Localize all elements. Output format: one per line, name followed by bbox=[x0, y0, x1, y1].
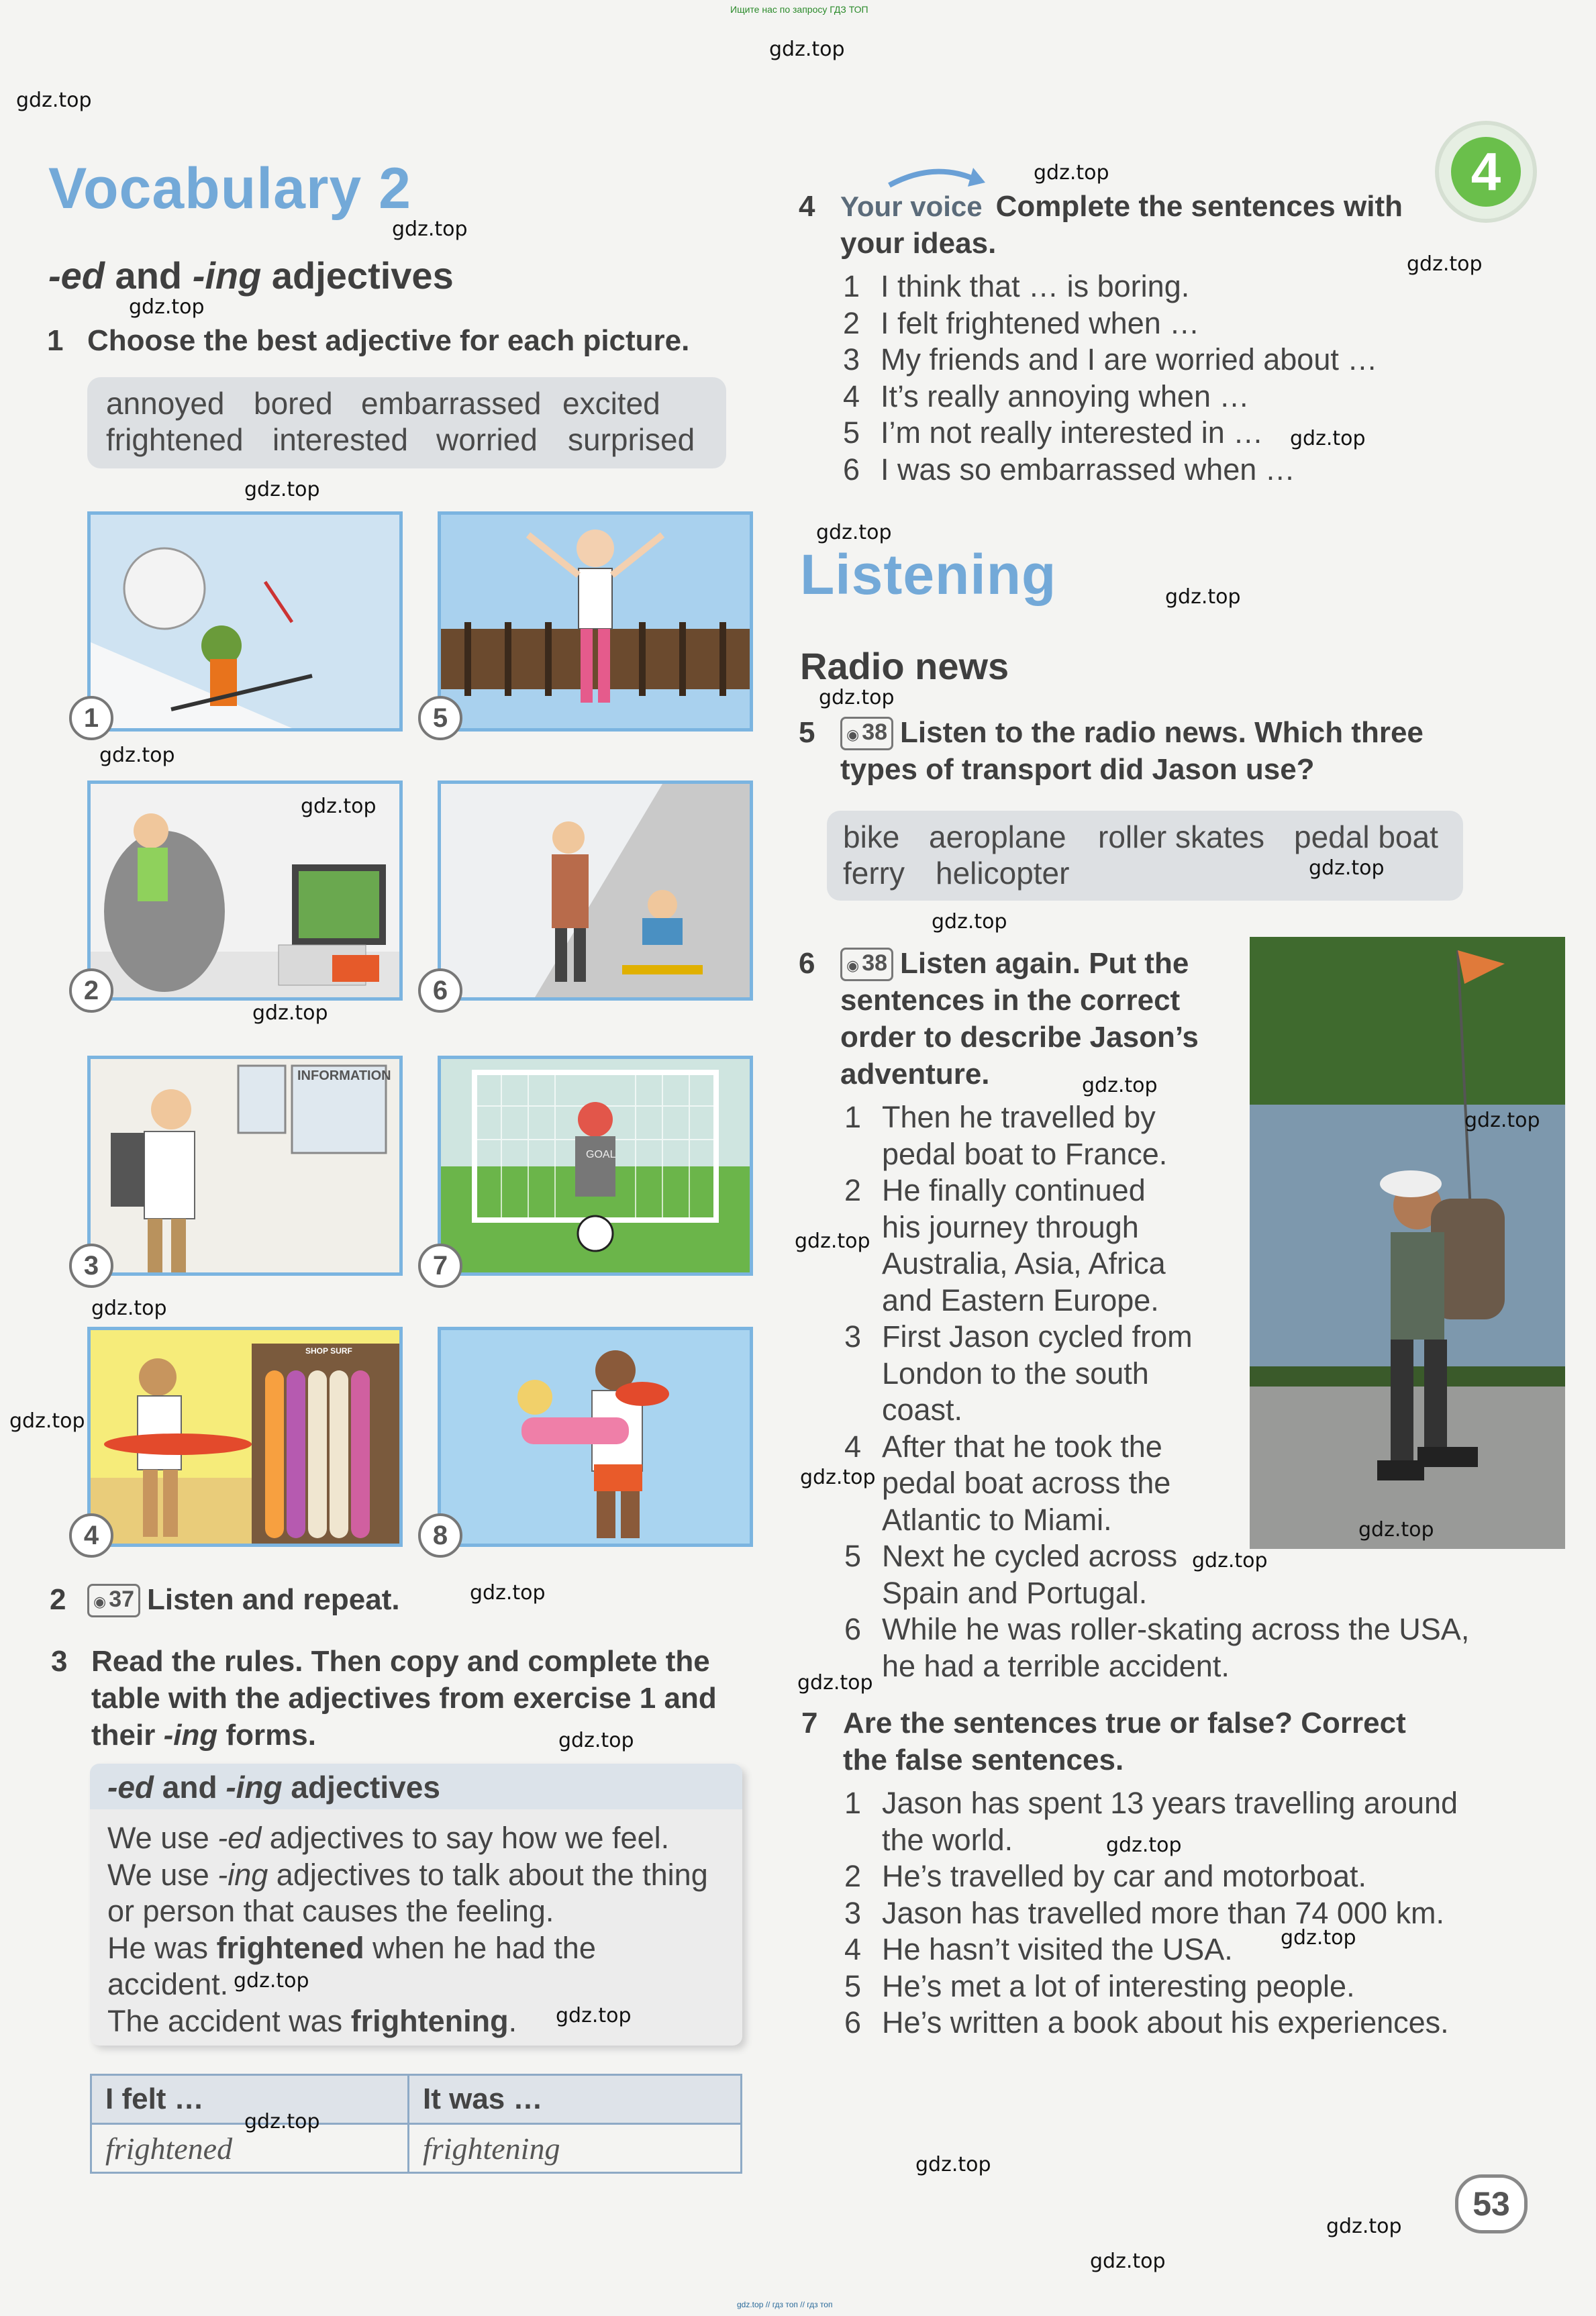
instruction-line: Read the rules. Then copy and complete the bbox=[91, 1645, 710, 1678]
list-item: 2 He finally continued his journey through Australia, Asia, Africa and Eastern Europe. bbox=[844, 1173, 1166, 1317]
watermark: gdz.top bbox=[769, 38, 845, 61]
exercise-number: 2 bbox=[50, 1583, 66, 1616]
picture-number-badge: 6 bbox=[418, 968, 462, 1013]
watermark: gdz.top bbox=[816, 521, 892, 544]
picture-8-rescue bbox=[438, 1327, 753, 1547]
audio-cd-icon: ◉ bbox=[846, 957, 860, 974]
exercise-4-list bbox=[843, 268, 1378, 488]
exercise-7-list bbox=[844, 1785, 1458, 2042]
audio-track-button[interactable]: ◉ 38 bbox=[840, 717, 893, 750]
watermark: gdz.top bbox=[1326, 2215, 1402, 2238]
table-header: I felt … bbox=[91, 2075, 409, 2124]
list-item: 4 He hasn’t visited the USA. bbox=[844, 1932, 1233, 1966]
unit-number: 4 bbox=[1451, 137, 1521, 207]
watermark: gdz.top bbox=[129, 295, 205, 319]
rules-box bbox=[90, 1764, 742, 2046]
skier-illustration bbox=[91, 515, 399, 728]
audio-track-button[interactable]: ◉ 37 bbox=[87, 1584, 140, 1617]
exercise-2 bbox=[50, 1581, 400, 1618]
list-item: 5 I’m not really interested in … bbox=[843, 415, 1264, 450]
bridge-illustration bbox=[441, 515, 750, 728]
watermark: gdz.top bbox=[1464, 1109, 1540, 1132]
watermark: gdz.top bbox=[91, 1297, 167, 1320]
picture-number-badge: 5 bbox=[418, 696, 462, 740]
word: embarrassed bbox=[361, 386, 542, 421]
unit-badge bbox=[1435, 121, 1537, 223]
word: pedal boat bbox=[1294, 819, 1438, 854]
word: annoyed bbox=[106, 386, 225, 421]
listening-subtitle: Radio news bbox=[800, 645, 1009, 687]
adjective-table bbox=[90, 2074, 742, 2174]
list-item: 2 He’s travelled by car and motorboat. bbox=[844, 1859, 1367, 1893]
list-item: 1 Then he travelled by pedal boat to France. bbox=[844, 1100, 1168, 1171]
picture-7-goalkeeper bbox=[438, 1056, 753, 1276]
vocabulary-title: Vocabulary 2 bbox=[48, 156, 411, 221]
watermark: gdz.top bbox=[915, 2153, 991, 2176]
picture-number-badge: 2 bbox=[69, 968, 113, 1013]
watermark: gdz.top bbox=[234, 1969, 309, 1993]
top-banner[interactable]: Ищите нас по запросу ГДЗ ТОП bbox=[730, 4, 868, 15]
your-voice-label: Your voice bbox=[840, 191, 983, 222]
watermark: gdz.top bbox=[301, 795, 377, 818]
word: bored bbox=[254, 386, 333, 421]
table-header: It was … bbox=[409, 2075, 742, 2124]
information-board-illustration bbox=[91, 1059, 399, 1272]
watermark: gdz.top bbox=[1407, 252, 1483, 276]
watermark: gdz.top bbox=[797, 1671, 873, 1695]
rule-line: or person that causes the feeling. bbox=[107, 1894, 554, 1928]
listening-title: Listening bbox=[800, 543, 1057, 606]
watermark: gdz.top bbox=[556, 2004, 632, 2027]
rules-title: -ed and -ing adjectives bbox=[107, 1770, 440, 1805]
exercise-7: 7 Are the sentences true or false? Correct the false sentences. bbox=[843, 1705, 1406, 1778]
watermark: gdz.top bbox=[1290, 427, 1366, 450]
watermark: gdz.top bbox=[795, 1229, 870, 1253]
rule-line: accident. bbox=[107, 1967, 229, 2001]
word: helicopter bbox=[936, 856, 1070, 891]
list-item: 3 My friends and I are worried about … bbox=[843, 342, 1378, 376]
rule-line: We use -ed adjectives to say how we feel. bbox=[107, 1821, 670, 1855]
list-item: 5 Next he cycled across Spain and Portugal. bbox=[844, 1539, 1178, 1610]
watermark: gdz.top bbox=[9, 1409, 85, 1433]
watermark: gdz.top bbox=[1281, 1926, 1356, 1950]
watermark: gdz.top bbox=[1090, 2250, 1166, 2273]
instruction-line: table with the adjectives from exercise 1 and bbox=[91, 1682, 717, 1715]
exercise-number: 7 bbox=[801, 1707, 818, 1740]
picture-number-badge: 4 bbox=[69, 1513, 113, 1558]
exercise-5: 5 ◉ 38 Listen to the radio news. Which three types of transport did Jason use? bbox=[840, 714, 1424, 788]
word-box-adjectives bbox=[87, 377, 726, 468]
picture-6-skateboard bbox=[438, 781, 753, 1001]
watermark: gdz.top bbox=[99, 744, 175, 767]
roller-skater-photo bbox=[1250, 937, 1565, 1549]
exercise-number: 4 bbox=[799, 190, 815, 223]
watermark: gdz.top bbox=[1106, 1833, 1182, 1857]
exercise-number: 6 bbox=[799, 947, 815, 980]
watermark: gdz.top bbox=[392, 217, 468, 241]
word: worried bbox=[436, 422, 538, 457]
watermark: gdz.top bbox=[244, 2110, 320, 2133]
rescue-illustration bbox=[441, 1330, 750, 1544]
audio-cd-icon: ◉ bbox=[93, 1593, 107, 1610]
watermark: gdz.top bbox=[252, 1001, 328, 1025]
goalkeeper-illustration bbox=[441, 1059, 750, 1272]
exercise-4: 4 Your voice Complete the sentences with your ideas. bbox=[840, 188, 1403, 262]
watermark: gdz.top bbox=[1309, 856, 1385, 880]
page-number: 53 bbox=[1455, 2174, 1528, 2233]
your-voice-arrow-icon bbox=[886, 158, 987, 199]
exercise-1 bbox=[47, 322, 690, 359]
watermark: gdz.top bbox=[1165, 585, 1241, 609]
watermark: gdz.top bbox=[244, 478, 320, 501]
exercise-instruction: Choose the best adjective for each picture. bbox=[87, 324, 690, 357]
word: ferry bbox=[843, 856, 905, 891]
list-item: 4 After that he took the pedal boat across the Atlantic to Miami. bbox=[844, 1429, 1171, 1537]
list-item: 4 It’s really annoying when … bbox=[843, 379, 1250, 413]
audio-cd-icon: ◉ bbox=[846, 726, 860, 743]
rule-line: We use -ing adjectives to talk about the thing bbox=[107, 1857, 708, 1892]
watermark: gdz.top bbox=[1192, 1549, 1268, 1572]
word: interested bbox=[272, 422, 409, 457]
list-item: 6 While he was roller-skating across the USA, he had a terrible accident. bbox=[844, 1612, 1470, 1683]
list-item: 6 He’s written a book about his experiences. bbox=[844, 2005, 1449, 2040]
shop-sign: SHOP SURF bbox=[305, 1346, 352, 1356]
word-box-transport bbox=[827, 811, 1463, 901]
exercise-number: 5 bbox=[799, 716, 815, 749]
word: bike bbox=[843, 819, 900, 854]
watermark: gdz.top bbox=[558, 1729, 634, 1752]
exercise-6: 6 ◉ 38 Listen again. Put the sentences in the correct order to describe Jason’s adventure. bbox=[840, 945, 1199, 1093]
skateboard-illustration bbox=[441, 784, 750, 997]
exercise-number: 3 bbox=[51, 1645, 68, 1678]
watermark: gdz.top bbox=[1034, 161, 1109, 185]
list-item: 1 I think that … is boring. bbox=[843, 269, 1190, 303]
picture-1-skier bbox=[87, 511, 403, 732]
instruction-line: their -ing forms. bbox=[91, 1719, 316, 1752]
goal-shirt-text: GOAL bbox=[586, 1149, 616, 1160]
vocabulary-subtitle: -ed and -ing adjectives bbox=[48, 254, 454, 297]
watermark: gdz.top bbox=[800, 1466, 876, 1489]
watermark: gdz.top bbox=[1358, 1518, 1434, 1542]
list-item: 1 Jason has spent 13 years travelling around the world. bbox=[844, 1786, 1458, 1857]
table-cell: frightening bbox=[409, 2124, 742, 2173]
picture-number-badge: 3 bbox=[69, 1244, 113, 1288]
watermark: gdz.top bbox=[1082, 1074, 1158, 1097]
table-cell: frightened bbox=[91, 2124, 409, 2173]
picture-number-badge: 7 bbox=[418, 1244, 462, 1288]
picture-4-surf-shop bbox=[87, 1327, 403, 1547]
rule-line: He was frightened when he had the bbox=[107, 1930, 596, 1965]
exercise-instruction: Listen and repeat. bbox=[147, 1583, 400, 1616]
audio-track-button[interactable]: ◉ 38 bbox=[840, 948, 893, 981]
list-item: 3 Jason has travelled more than 74 000 km. bbox=[844, 1895, 1444, 1930]
watermark: gdz.top bbox=[16, 89, 92, 112]
rule-line: The accident was frightening. bbox=[107, 2003, 517, 2038]
word: frightened bbox=[106, 422, 244, 457]
surf-shop-illustration bbox=[91, 1330, 399, 1544]
watermark: gdz.top bbox=[470, 1581, 546, 1605]
roller-skater-image bbox=[1250, 937, 1565, 1549]
picture-number-badge: 8 bbox=[418, 1513, 462, 1558]
word: roller skates bbox=[1098, 819, 1264, 854]
exercise-number: 1 bbox=[47, 324, 64, 357]
picture-5-bridge bbox=[438, 511, 753, 732]
list-item: 2 I felt frightened when … bbox=[843, 305, 1200, 340]
picture-3-information bbox=[87, 1056, 403, 1276]
list-item: 6 I was so embarrassed when … bbox=[843, 452, 1295, 487]
word: surprised bbox=[568, 422, 695, 457]
word: excited bbox=[562, 386, 660, 421]
information-sign: INFORMATION bbox=[297, 1068, 391, 1083]
watermark: gdz.top bbox=[819, 686, 895, 709]
list-item: 5 He’s met a lot of interesting people. bbox=[844, 1968, 1355, 2003]
watermark: gdz.top bbox=[932, 910, 1007, 934]
list-item: 3 First Jason cycled from London to the south coast. bbox=[844, 1319, 1193, 1427]
bottom-banner[interactable]: gdz.top // гдз топ // гдз топ bbox=[737, 2300, 833, 2309]
word: aeroplane bbox=[929, 819, 1066, 854]
picture-number-badge: 1 bbox=[69, 696, 113, 740]
